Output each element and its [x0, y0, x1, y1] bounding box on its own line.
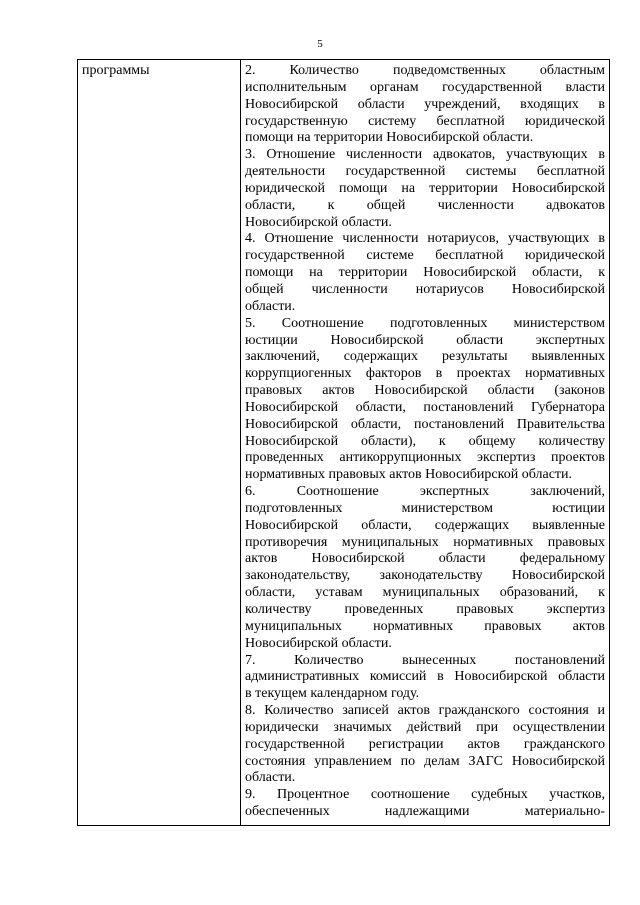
indicator-line: 8. Количество записей актов гражданского состояния и	[245, 703, 605, 719]
indicator-line: юстиции Новосибирской области экспертных	[245, 332, 605, 348]
page-number: 5	[317, 38, 323, 50]
indicator-item	[245, 63, 605, 147]
indicator-line: области, к общей численности адвокатов	[245, 197, 605, 213]
indicator-line: исполнительным органам государственной власти	[245, 79, 605, 95]
table-row	[78, 60, 610, 826]
indicator-line: в текущем календарном году.	[245, 686, 420, 702]
indicator-line: заключений, содержащих результаты выявленных	[245, 349, 605, 365]
indicator-line: юридически значимых действий при осуществлении	[245, 719, 605, 735]
indicator-line: коррупциогенных факторов в проектах нормативных	[245, 366, 605, 382]
indicator-line: проведенных антикоррупционных экспертиз проектов	[245, 450, 605, 466]
indicator-line: обеспеченных надлежащими материально-	[245, 804, 605, 820]
indicator-line: 4. Отношение численности нотариусов, участвующих в	[245, 231, 605, 247]
indicator-line: области.	[245, 298, 296, 314]
indicator-line: Новосибирской области, постановлений Губернатора	[245, 399, 605, 415]
indicator-item	[245, 316, 605, 484]
indicator-item	[245, 484, 605, 652]
indicator-line: законодательству, законодательству Новосибирской	[245, 568, 605, 584]
indicator-list	[245, 63, 605, 821]
indicator-line: 9. Процентное соотношение судебных участков,	[245, 787, 605, 803]
indicator-line: помощи на территории Новосибирской области.	[245, 130, 534, 146]
indicator-line: области, уставам муниципальных образований, к	[245, 585, 605, 601]
indicator-line: количеству проведенных правовых экспертиз	[245, 602, 605, 617]
indicator-line: административных комиссий в Новосибирской области	[245, 669, 605, 685]
left-cell-text: программы	[82, 63, 150, 78]
indicator-item	[245, 703, 605, 787]
indicator-line: 2. Количество подведомственных областным	[245, 63, 605, 78]
indicator-item	[245, 231, 605, 315]
right-cell	[241, 60, 610, 826]
indicator-line: общей численности нотариусов Новосибирской	[245, 281, 605, 297]
indicator-line: 7. Количество вынесенных постановлений	[245, 652, 605, 668]
indicator-line: государственной регистрации актов гражданского	[245, 736, 605, 752]
left-cell	[78, 60, 241, 826]
indicator-item	[245, 653, 605, 704]
indicator-line: подготовленных министерством юстиции	[245, 500, 605, 516]
indicator-line: государственной системе бесплатной юридической	[245, 248, 605, 264]
indicator-line: 5. Соотношение подготовленных министерством	[245, 315, 605, 331]
indicator-line: 3. Отношение численности адвокатов, участвующих в	[245, 147, 605, 163]
indicator-item	[245, 787, 605, 821]
indicator-line: области.	[245, 770, 296, 786]
indicator-line: 6. Соотношение экспертных заключений,	[245, 484, 605, 500]
indicator-line: государственную систему бесплатной юридической	[245, 113, 605, 129]
indicator-line: деятельности государственной системы бесплатной	[245, 164, 605, 180]
indicator-line: нормативных правовых актов Новосибирской области.	[245, 467, 573, 483]
indicator-line: юридической помощи на территории Новосибирской	[245, 180, 605, 196]
indicator-line: Новосибирской области.	[245, 214, 392, 230]
indicator-line: состояния управлением по делам ЗАГС Новосибирской	[245, 753, 605, 769]
indicator-line: помощи на территории Новосибирской области, к	[245, 265, 605, 281]
indicator-item	[245, 147, 605, 231]
indicator-line: актов Новосибирской области федеральному	[245, 551, 605, 567]
indicator-line: Новосибирской области, постановлений Правительства	[245, 416, 605, 432]
indicator-line: Новосибирской области), к общему количеству	[245, 433, 605, 449]
indicator-line: противоречия муниципальных нормативных правовых	[245, 534, 605, 550]
indicators-table	[77, 59, 610, 826]
indicator-line: Новосибирской области, содержащих выявленные	[245, 517, 605, 533]
indicator-line: Новосибирской области.	[245, 635, 392, 651]
indicator-line: муниципальных нормативных правовых актов	[245, 618, 605, 634]
indicator-line: Новосибирской области учреждений, входящих в	[245, 96, 605, 112]
indicator-line: правовых актов Новосибирской области (законов	[245, 383, 605, 399]
